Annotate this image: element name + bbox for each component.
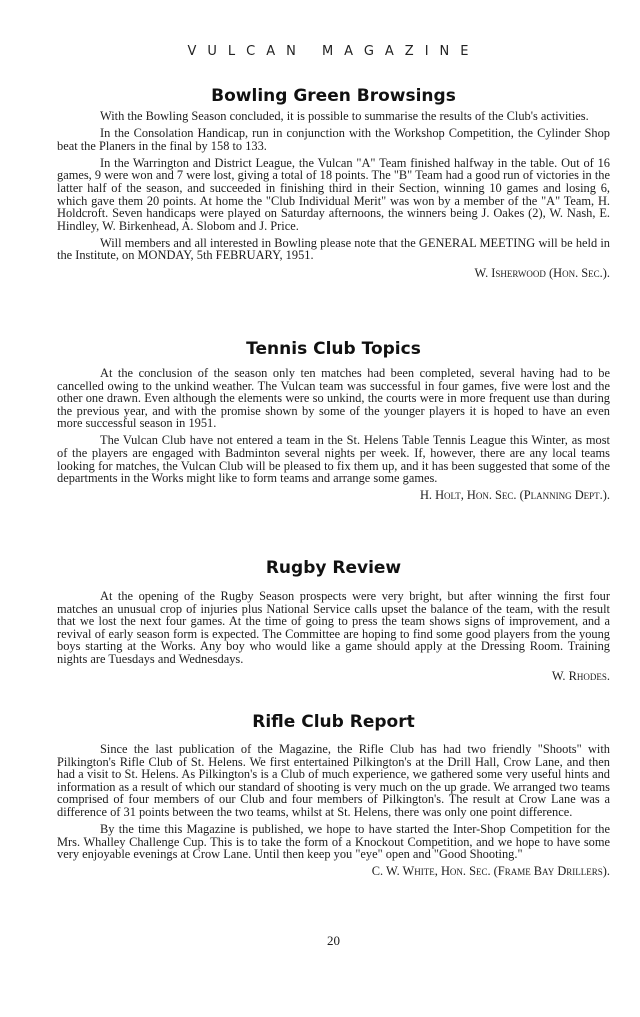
section-body-tennis xyxy=(57,367,610,506)
section-body-rifle xyxy=(57,743,610,882)
paragraph: The Vulcan Club have not entered a team in the St. Helens Table Tennis League this Winter, as most of the players are engaged with Badminton several nights per week. If, however, there are any local teams looking for matches, the Vulcan Club will be pleased to fix them up, and it has been suggested that some of the departments in the Works might like to form teams and arrange some games. xyxy=(57,433,610,486)
paragraph: At the opening of the Rugby Season prospects were very bright, but after winning the first four matches an unusual crop of injuries plus National Service calls upset the balance of the team, with the result that we lost the next four games. At the time of going to press the team shows signs of improvement, and a revival of early season form is expected. The Committee are hoping to find some good players from the young boys starting at the Works. Any boy who would like a game should apply at the Dressing Room. Training nights are Tuesdays and Wednesdays. xyxy=(57,589,610,666)
section-title-tennis: Tennis Club Topics xyxy=(246,339,421,359)
paragraph: By the time this Magazine is published, we hope to have started the Inter-Shop Competition for the Mrs. Whalley Challenge Cup. This is to take the form of a Knockout Competition, and we hope to have some very enjoyable evenings at Crow Lane. Until then keep you "eye" open and "Good Shooting." xyxy=(57,822,610,862)
magazine-page xyxy=(57,0,610,1017)
paragraph: Will members and all interested in Bowling please note that the GENERAL MEETING will be held in the Institute, on MONDAY, 5th FEBRUARY, 1951. xyxy=(57,235,610,263)
paragraph: At the conclusion of the season only ten matches had been completed, several having had to be cancelled owing to the unkind weather. The Vulcan team was successful in four games, five were lost and the other one drawn. Even although the elements were so unkind, the courts were in more frequent use than during the previous year, and with the promise shown by some of the younger players it is hoped to have an even more successful season in 1951. xyxy=(57,366,610,431)
section-body-bowling xyxy=(57,110,610,284)
signature: W. Rhodes. xyxy=(551,669,610,684)
paragraph: Since the last publication of the Magazine, the Rifle Club has had two friendly "Shoots" with Pilkington's Rifle Club of St. Helens. We first entertained Pilkington's at the Drill Hall, Crow Lane, and then had a visit to St. Helens. As Pilkington's is a Club of much experience, we gathered some very useful hints and information as a result of which our standard of shooting is very much on the up grade. We arranged two teams comprised of four members of our Club and four members of Pilkington's. The result at Crow Lane was a difference of 31 points between the two teams, whilst at St. Helens, there was only one point difference. xyxy=(57,742,610,819)
paragraph: In the Warrington and District League, the Vulcan "A" Team finished halfway in the table. Out of 16 games, 9 were won and 7 were lost, giving a total of 18 points. The "B" Team had a good run of victories in the latter half of the season, and succeeded in finishing third in their Section, winning 10 games and losing 6, which gave them 20 points. At home the "Club Individual Merit" was won by a member of the "A" Team, H. Holdcroft. Seven handicaps were played on Saturday afternoons, the winners being J. Oakes (2), W. Nash, E. Hindley, W. Birkenhead, A. Slobom and J. Price. xyxy=(57,155,610,233)
page-number: 20 xyxy=(327,933,340,948)
masthead: VULCAN MAGAZINE xyxy=(187,44,480,59)
section-title-rugby: Rugby Review xyxy=(265,558,402,578)
signature: W. Isherwood (Hon. Sec.). xyxy=(474,265,610,280)
signature: H. Holt, Hon. Sec. (Planning Dept.). xyxy=(419,488,610,503)
paragraph: With the Bowling Season concluded, it is possible to summarise the results of the Club's activities. xyxy=(100,109,589,123)
signature: C. W. White, Hon. Sec. (Frame Bay Drillers). xyxy=(371,864,610,879)
section-title-bowling: Bowling Green Browsings xyxy=(211,86,456,106)
paragraph: In the Consolation Handicap, run in conjunction with the Workshop Competition, the Cylinder Shop beat the Planers in the final by 158 to 133. xyxy=(57,126,610,153)
section-body-rugby xyxy=(57,590,610,687)
section-title-rifle: Rifle Club Report xyxy=(252,712,415,732)
